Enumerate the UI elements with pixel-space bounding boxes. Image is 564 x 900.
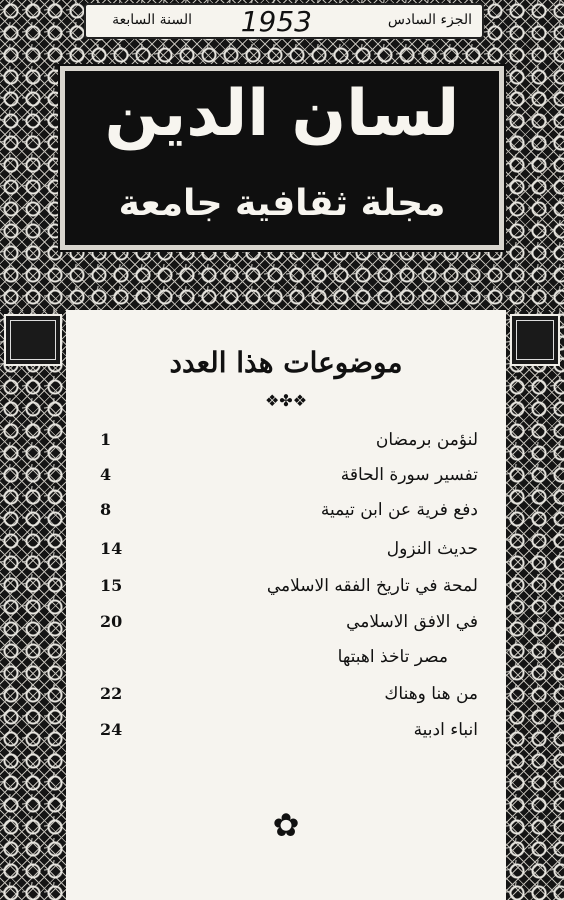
toc-entry-title: لنؤمن برمضان <box>375 430 478 450</box>
floral-ornament-icon: ✿ <box>272 806 300 844</box>
toc-entry <box>66 720 506 752</box>
year-number: السنة السابعة <box>112 12 192 28</box>
right-ornamental-border <box>506 310 564 900</box>
toc-entry <box>66 500 506 532</box>
toc-entry-title: لمحة في تاريخ الفقه الاسلامي <box>266 576 478 596</box>
toc-entry-title: من هنا وهناك <box>384 684 478 704</box>
toc-entry-title: دفع فرية عن ابن تيمية <box>320 500 478 520</box>
toc-entry-title: في الافق الاسلامي <box>346 612 478 632</box>
toc-sub-entry <box>66 647 506 679</box>
left-ornamental-border <box>0 310 66 900</box>
left-corner-ornament <box>4 314 62 366</box>
toc-entry-page: 20 <box>100 612 123 631</box>
toc-entry-page: 24 <box>100 720 123 739</box>
heading-ornament-icon: ❖✤❖ <box>264 391 308 410</box>
toc-entry-page: 4 <box>100 465 112 484</box>
right-corner-ornament <box>510 314 560 366</box>
toc-entry-title: انباء ادبية <box>413 720 478 740</box>
toc-entry <box>66 465 506 497</box>
magazine-title: لسان الدين <box>104 77 460 151</box>
contents-panel <box>66 310 506 900</box>
issue-info-label <box>84 3 484 39</box>
toc-entry <box>66 576 506 608</box>
toc-entry-page: 1 <box>100 430 112 449</box>
contents-heading: موضوعات هذا العدد <box>169 346 403 379</box>
toc-entry <box>66 612 506 644</box>
toc-entry <box>66 430 506 462</box>
handwritten-year: 1953 <box>240 5 312 38</box>
toc-entry-title: مصر تاخذ اهبتها <box>337 647 448 667</box>
toc-entry-page: 8 <box>100 500 112 519</box>
toc-entry <box>66 684 506 716</box>
masthead-panel <box>60 66 504 250</box>
toc-entry-title: تفسير سورة الحاقة <box>340 465 478 485</box>
toc-entry-page: 15 <box>100 576 123 595</box>
volume-number: الجزء السادس <box>387 12 472 28</box>
toc-entry-page: 22 <box>100 684 123 703</box>
toc-entry-title: حديث النزول <box>386 539 478 559</box>
toc-entry <box>66 539 506 571</box>
toc-entry-page: 14 <box>100 539 123 558</box>
magazine-subtitle: مجلة ثقافية جامعة <box>118 183 446 224</box>
